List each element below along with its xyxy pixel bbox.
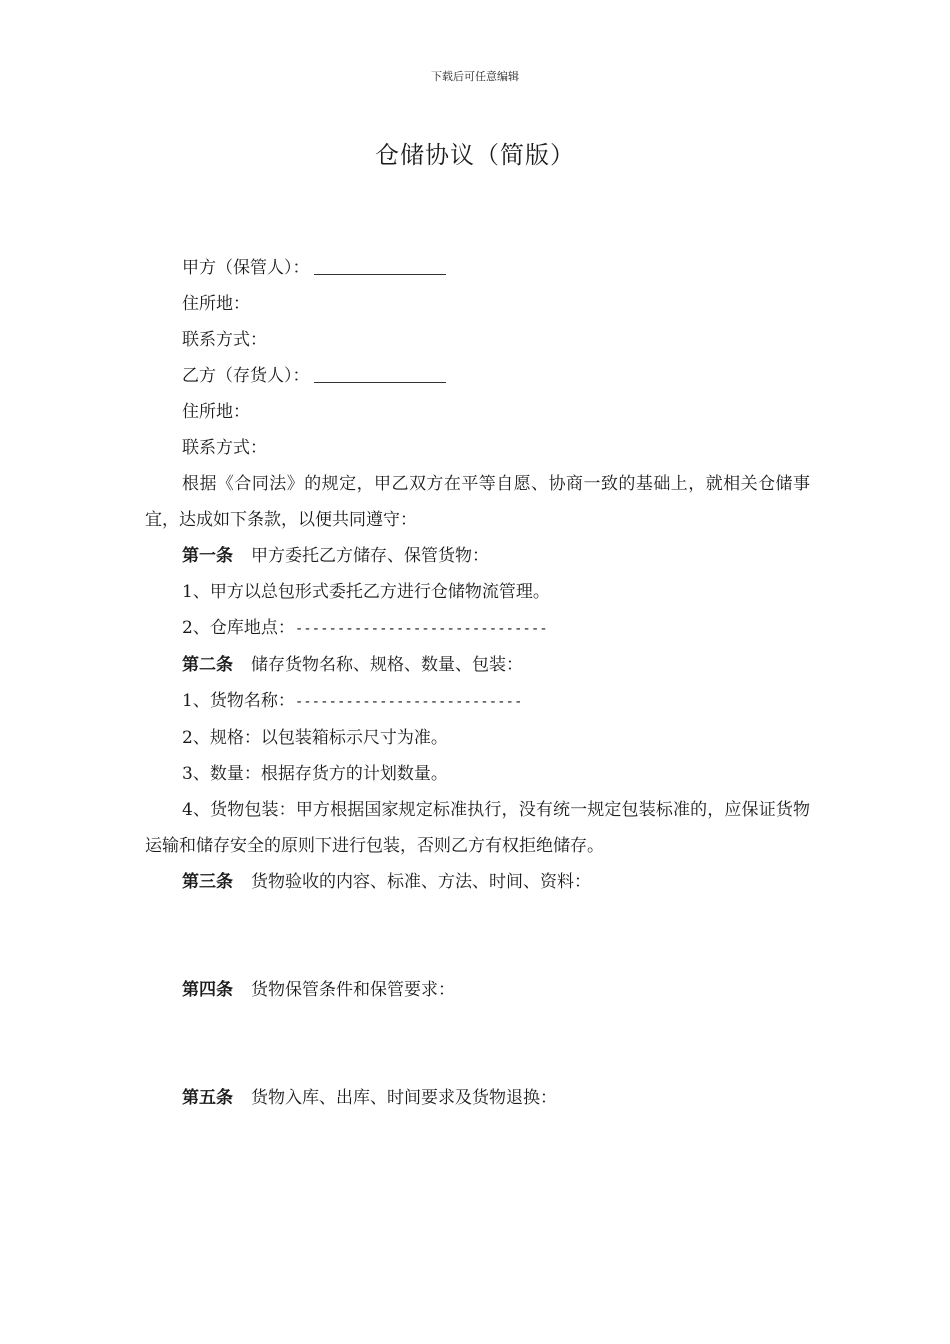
article-4-label: 第四条 xyxy=(182,980,233,1000)
article-5-heading xyxy=(145,1080,810,1116)
article-2-item-2: 2、规格：以包装箱标示尺寸为准。 xyxy=(182,728,448,748)
article-1-title: 甲方委托乙方储存、保管货物： xyxy=(251,546,489,566)
document-title: 仓储协议（简版） xyxy=(375,141,575,169)
party-a-label: 甲方（保管人）： xyxy=(182,258,310,278)
article-1-heading xyxy=(145,538,810,574)
warehouse-location-label: 2、仓库地点： xyxy=(182,618,295,638)
article-2-item-4: 4、货物包装：甲方根据国家规定标准执行，没有统一规定包装标准的，应保证货物运输和储存安全的原则下进行包装，否则乙方有权拒绝储存。 xyxy=(145,800,810,856)
party-a-line xyxy=(145,250,810,286)
party-b-blank xyxy=(314,364,446,383)
preamble: 根据《合同法》的规定，甲乙双方在平等自愿、协商一致的基础上，就相关仓储事宜，达成如下条款，以便共同遵守： xyxy=(145,474,810,530)
goods-name-blank: --------------------------- xyxy=(294,694,523,710)
article-4-heading xyxy=(145,972,810,1008)
article-1-label: 第一条 xyxy=(182,546,233,566)
party-b-address: 住所地： xyxy=(182,402,250,422)
article-2-item-3: 3、数量：根据存货方的计划数量。 xyxy=(182,764,448,784)
party-b-contact: 联系方式： xyxy=(182,438,267,458)
article-1-item-1: 1、甲方以总包形式委托乙方进行仓储物流管理。 xyxy=(182,582,550,602)
article-4-title: 货物保管条件和保管要求： xyxy=(251,980,455,1000)
article-1-item-2 xyxy=(145,610,810,647)
article-3-label: 第三条 xyxy=(182,872,233,892)
goods-name-label: 1、货物名称： xyxy=(182,691,295,711)
article-5-title: 货物入库、出库、时间要求及货物退换： xyxy=(251,1088,557,1108)
article-4-blank-space xyxy=(145,1008,810,1080)
article-2-item-1 xyxy=(145,683,810,720)
article-2-label: 第二条 xyxy=(182,655,233,675)
header-note: 下载后可任意编辑 xyxy=(431,70,519,83)
party-b-line xyxy=(145,358,810,394)
article-2-heading xyxy=(145,647,810,683)
article-3-blank-space xyxy=(145,900,810,972)
article-3-title: 货物验收的内容、标准、方法、时间、资料： xyxy=(251,872,591,892)
article-2-title: 储存货物名称、规格、数量、包装： xyxy=(251,655,523,675)
document-body xyxy=(145,250,810,1116)
party-a-contact: 联系方式： xyxy=(182,330,267,350)
warehouse-location-blank: ------------------------------ xyxy=(294,621,548,637)
article-5-label: 第五条 xyxy=(182,1088,233,1108)
party-a-blank xyxy=(314,256,446,275)
article-3-heading xyxy=(145,864,810,900)
party-a-address: 住所地： xyxy=(182,294,250,314)
party-b-label: 乙方（存货人）： xyxy=(182,366,310,386)
